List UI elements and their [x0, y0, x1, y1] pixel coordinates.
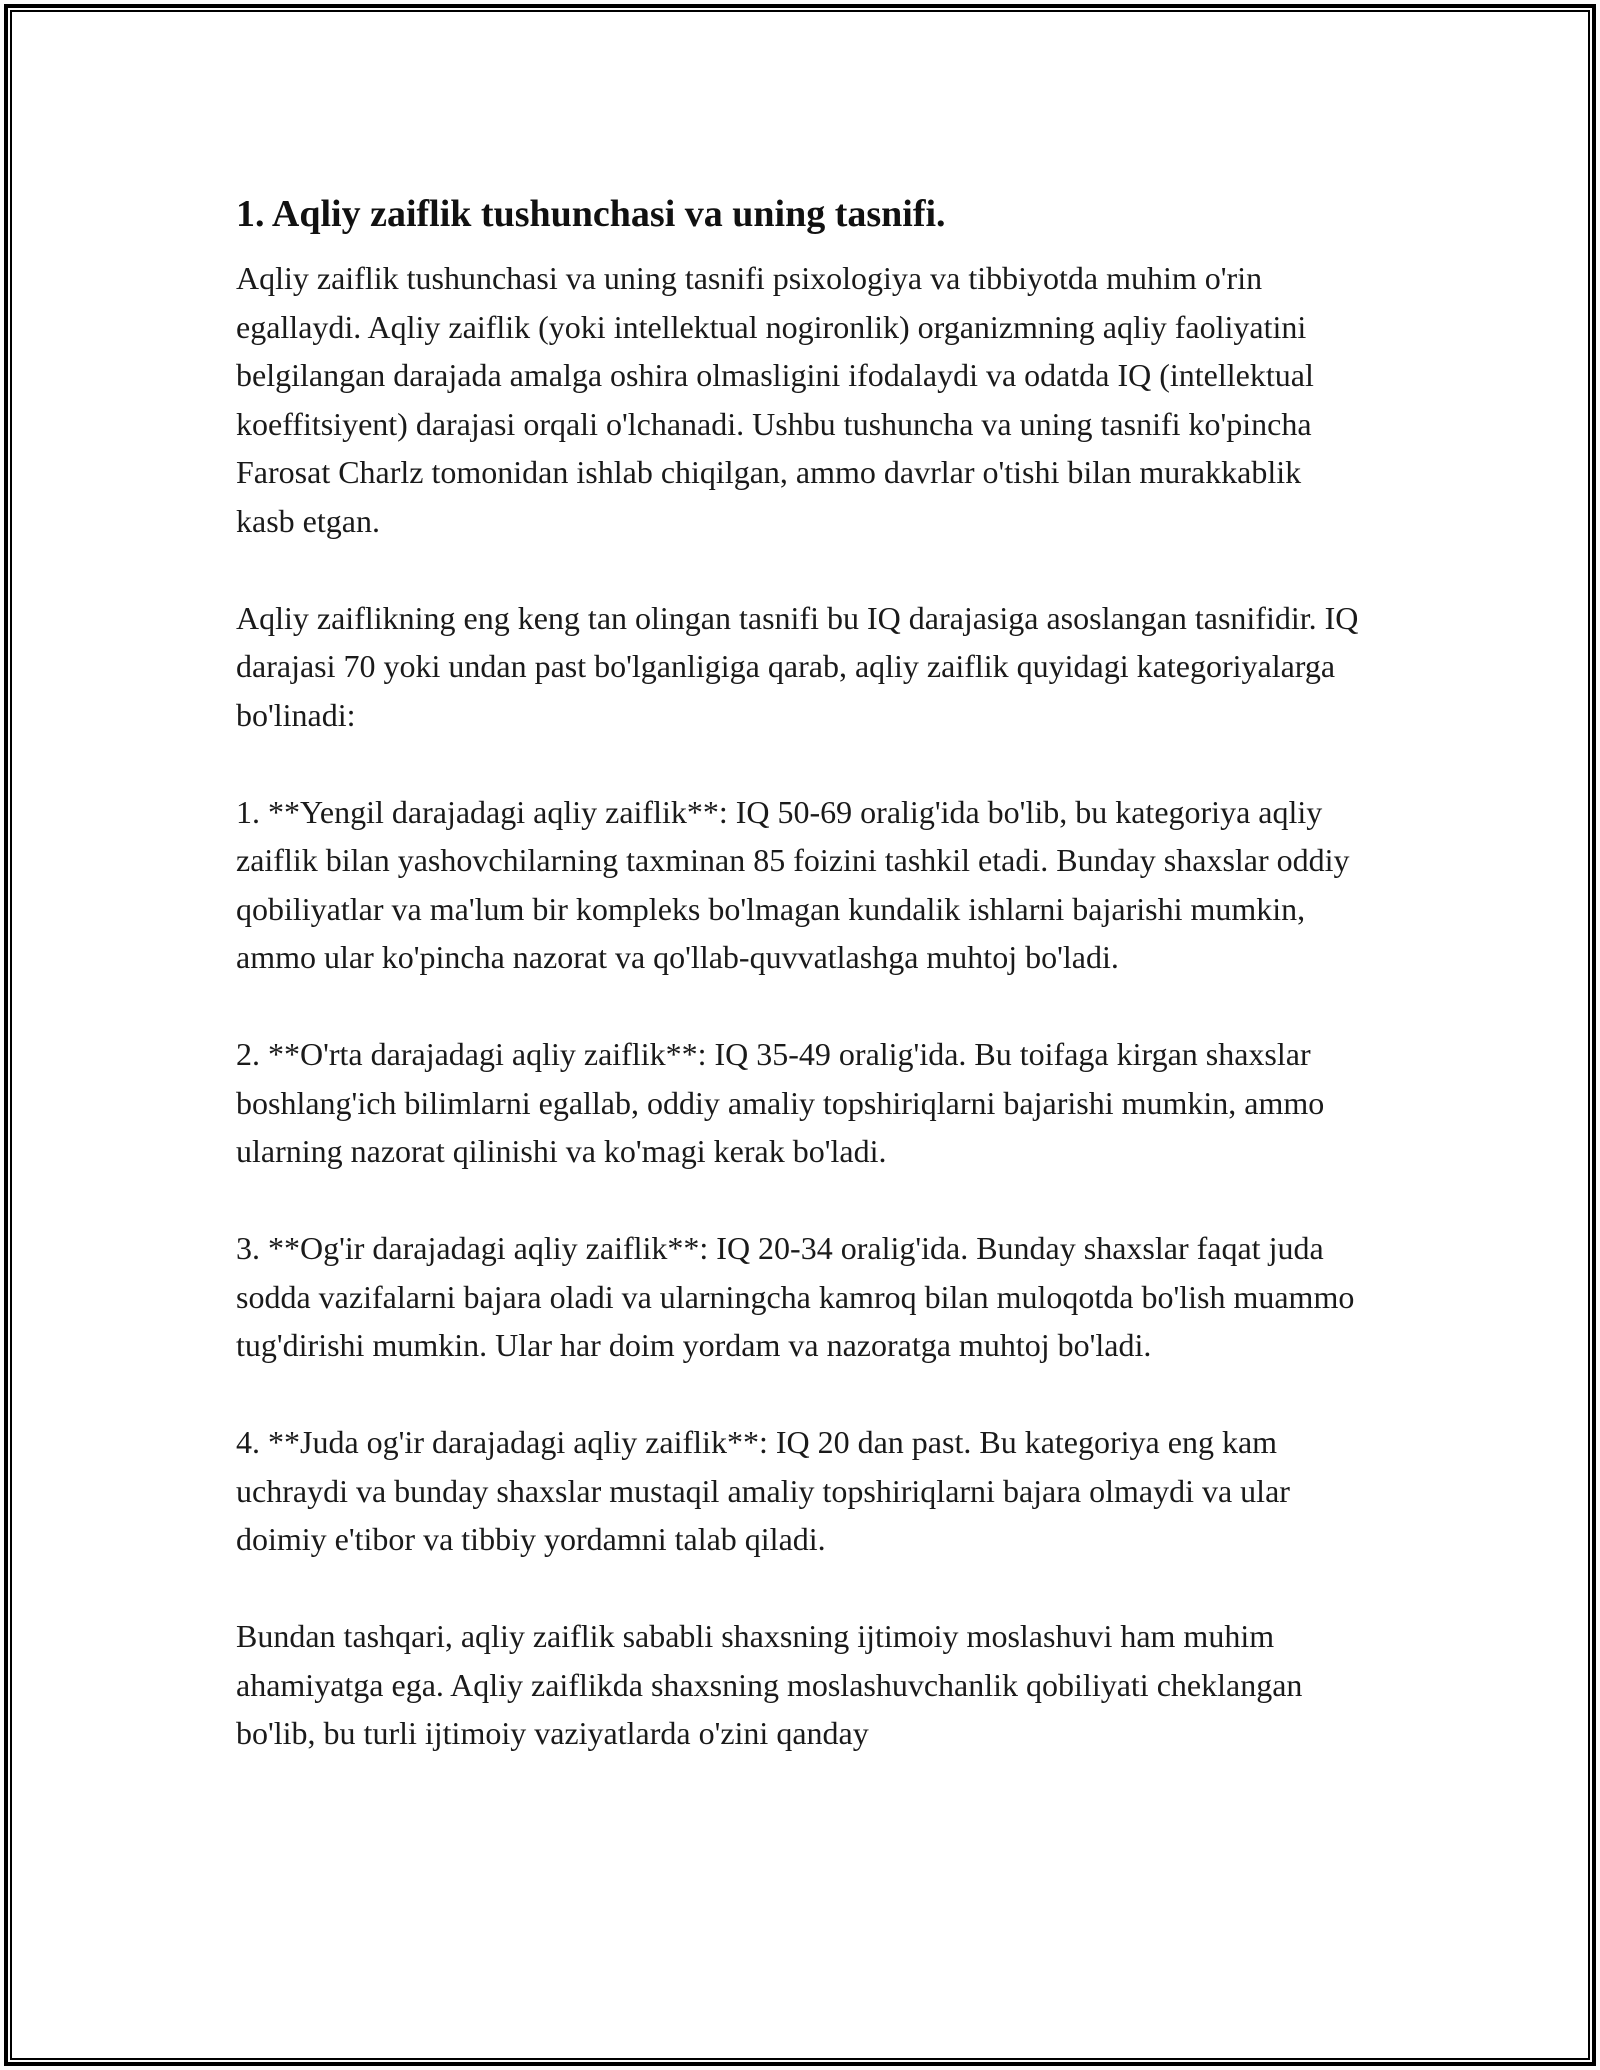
paragraph-intro: Aqliy zaiflik tushunchasi va uning tasnifi psixologiya va tibbiyotda muhim o'rin egallaydi. Aqliy zaiflik (yoki intellektual nogironlik) organizmning aqliy faoliyatini belgilangan darajada amalga oshira olmasligini ifodalaydi va odatda IQ (intellektual koeffitsiyent) darajasi orqali o'lchanadi. Ushbu tushuncha va uning tasnifi ko'pincha Farosat Charlz tomonidan ishlab chiqilgan, ammo davrlar o'tishi bilan murakkablik kasb etgan. — [236, 260, 1314, 539]
paragraph-classification: Aqliy zaiflikning eng keng tan olingan tasnifi bu IQ darajasiga asoslangan tasnifidir. IQ darajasi 70 yoki undan past bo'lganligiga qarab, aqliy zaiflik quyidagi kategoriyalarga bo'linadi: — [236, 599, 1359, 733]
paragraph-mild: 1. **Yengil darajadagi aqliy zaiflik**: IQ 50-69 oralig'ida bo'lib, bu kategoriya aqliy zaiflik bilan yashovchilarning taxminan 85 foizini tashkil etadi. Bunday shaxslar oddiy qobiliyatlar va ma'lum bir kompleks bo'lmagan kundalik ishlarni bajarishi mumkin, ammo ular ko'pincha nazorat va qo'llab-quvvatlashga muhtoj bo'ladi. — [236, 793, 1350, 975]
section-heading: 1. Aqliy zaiflik tushunchasi va uning tasnifi. — [236, 193, 946, 235]
paragraph-moderate: 2. **O'rta darajadagi aqliy zaiflik**: IQ 35-49 oralig'ida. Bu toifaga kirgan shaxslar boshlang'ich bilimlarni egallab, oddiy amaliy topshiriqlarni bajarishi mumkin, ammo ularning nazorat qilinishi va ko'magi kerak bo'ladi. — [236, 1036, 1325, 1169]
document-body — [236, 186, 1366, 1806]
paragraph-severe: 3. **Og'ir darajadagi aqliy zaiflik**: IQ 20-34 oralig'ida. Bunday shaxslar faqat juda sodda vazifalarni bajara oladi va ularningcha kamroq bilan muloqotda bo'lish muammo tug'dirishi mumkin. Ular har doim yordam va nazoratga muhtoj bo'ladi. — [236, 1230, 1355, 1363]
paragraph-profound: 4. **Juda og'ir darajadagi aqliy zaiflik**: IQ 20 dan past. Bu kategoriya eng kam uchraydi va bunday shaxslar mustaqil amaliy topshiriqlarni bajara olmaydi va ular doimiy e'tibor va tibbiy yordamni talab qiladi. — [236, 1424, 1290, 1557]
paragraph-social-adaptation: Bundan tashqari, aqliy zaiflik sababli shaxsning ijtimoiy moslashuvi ham muhim ahamiyatga ega. Aqliy zaiflikda shaxsning moslashuvchanlik qobiliyati cheklangan bo'lib, bu turli ijtimoiy vaziyatlarda o'zini qanday — [236, 1618, 1303, 1751]
